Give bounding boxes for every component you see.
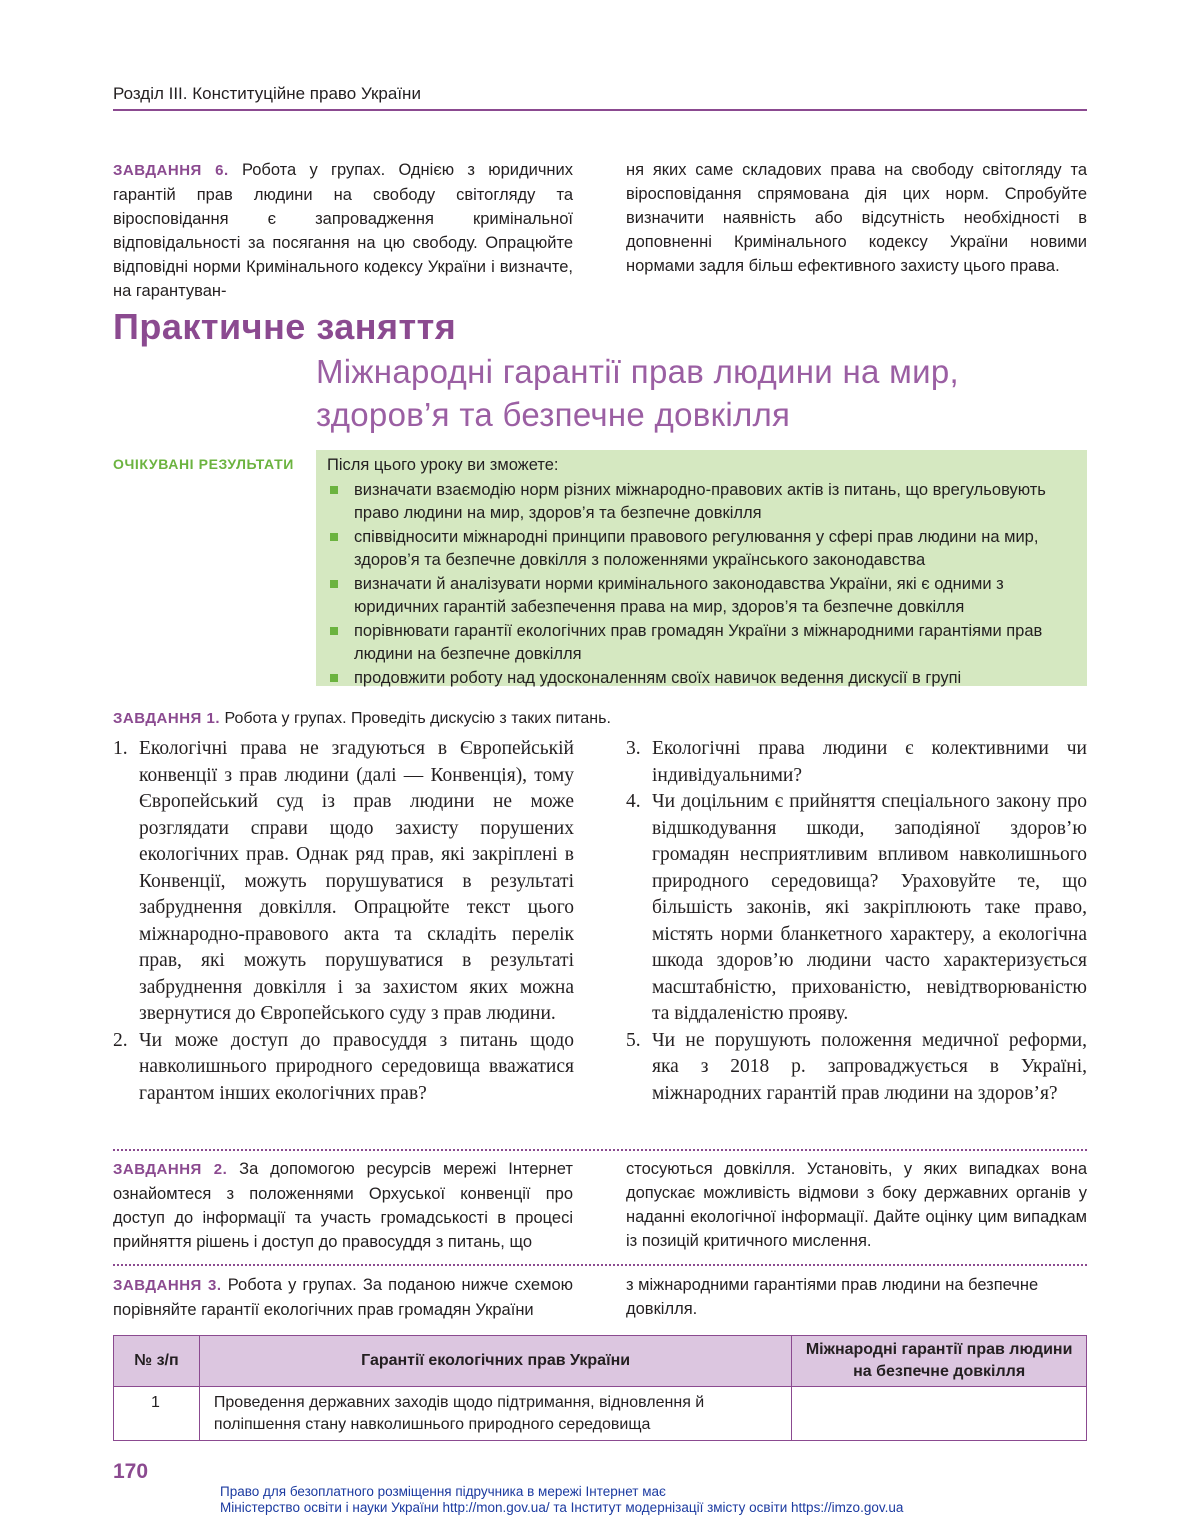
task2-label: ЗАВДАННЯ 2. — [113, 1161, 228, 1178]
question-item: 4. Чи доцільним є прийняття спеціального закону про відшкодування шкоди, заподіяної здоров’ю громадян несприятливим впливом навколишнього природного середовища? Ураховуйте те, що більшість законів, які закріплюють таке право, містять норми бланкетного характеру, а екологічна шкода здоров’ю людини часто характеризується масштабністю, прихованістю, невідтворюваністю та віддаленістю прояву. — [626, 791, 1087, 1024]
task6-left-text: Робота у групах. Однією з юридичних гарантій прав людини на свободу світогляду та віросповідання є запровадження кримінальної відповідальності за посягання на цю свободу. Опрацюйте відповідні норми Кримінального кодексу України і визначте, на гарантуван- — [113, 161, 573, 300]
practice-subtitle-line2: здоров’я та безпечне довкілля — [316, 396, 791, 433]
question-item: 5. Чи не порушують положення медичної реформи, яка з 2018 р. запроваджується в Україні, міжнародних гарантій прав людини на здоров’я? — [626, 1029, 1087, 1104]
column-header-number: № з/п — [114, 1336, 200, 1387]
footer-line1: Право для безоплатного розміщення підручника в мережі Інтернет має — [220, 1484, 666, 1499]
practice-subtitle-line1: Міжнародні гарантії прав людини на мир, — [316, 353, 959, 390]
table-row — [114, 1387, 1087, 1441]
task3-label: ЗАВДАННЯ 3. — [113, 1277, 222, 1294]
list-item: визначати й аналізувати норми кримінального законодавства України, які є одними з юридичних гарантій забезпечення права на мир, здоров’я та безпечне довкілля — [327, 573, 1077, 619]
list-item: співвідносити міжнародні принципи правового регулювання у сфері прав людини на мир, здоров’я та безпечне довкілля з положеннями українського законодавства — [327, 526, 1077, 572]
question-item: 1. Екологічні права не згадуються в Європейській конвенції з прав людини (далі — Конвенція), тому Європейський суд із прав людини не може розглядати справи щодо захисту порушених екологічних прав. Однак ряд прав, які закріплені в Конвенції, можуть порушуватися в результаті забруднення довкілля. Опрацюйте текст цього міжнародно-правового акта та складіть перелік прав, які можуть порушуватися в результаті забруднення довкілля і за захистом яких можна звернутися до Європейського суду з прав людини. — [113, 738, 574, 1024]
header-divider — [113, 109, 1087, 111]
question-item: 2. Чи може доступ до правосуддя з питань щодо навколишнього природного середовища вважатися гарантом інших екологічних прав? — [113, 1029, 574, 1104]
task3-right-text: з міжнародними гарантіями прав людини на безпечне довкілля. — [626, 1276, 1039, 1318]
table-cell: Проведення державних заходів щодо підтримання, відновлення й поліпшення стану навколишнього природного середовища — [199, 1387, 791, 1441]
dotted-divider — [113, 1264, 1087, 1266]
table-header-row — [114, 1336, 1087, 1387]
square-bullet-icon — [330, 533, 338, 541]
square-bullet-icon — [330, 580, 338, 588]
footer-notice — [220, 1484, 903, 1516]
column-header-ukraine: Гарантії екологічних прав України — [199, 1336, 791, 1387]
questions-right-column — [626, 736, 1087, 1107]
expected-results-label: ОЧІКУВАНІ РЕЗУЛЬТАТИ — [113, 456, 294, 472]
question-item: 3. Екологічні права людини є колективними чи індивідуальними? — [626, 738, 1087, 786]
comparison-table — [113, 1335, 1087, 1441]
table-cell: 1 — [114, 1387, 200, 1441]
expected-intro: Після цього уроку ви зможете: — [327, 456, 559, 474]
column-header-international: Міжнародні гарантії прав людини на безпечне довкілля — [792, 1336, 1087, 1387]
task3-left — [113, 1273, 573, 1322]
task2-left — [113, 1157, 573, 1254]
page-number: 170 — [113, 1460, 149, 1483]
square-bullet-icon — [330, 486, 338, 494]
practice-title: Практичне заняття — [113, 306, 457, 347]
section-title: Розділ ІІІ. Конституційне право України — [113, 84, 421, 103]
task6-label: ЗАВДАННЯ 6. — [113, 162, 229, 179]
list-item: порівнювати гарантії екологічних прав громадян України з міжнародними гарантіями прав людини на безпечне довкілля — [327, 620, 1077, 666]
square-bullet-icon — [330, 674, 338, 682]
table-cell — [792, 1387, 1087, 1441]
task1-label: ЗАВДАННЯ 1. — [113, 710, 221, 727]
task1-text: Робота у групах. Проведіть дискусію з таких питань. — [224, 710, 611, 727]
questions-left-column — [113, 736, 574, 1107]
practice-subtitle — [316, 350, 959, 436]
task2-left-text: За допомогою ресурсів мережі Інтернет ознайомтеся з положеннями Орхуської конвенції про доступ до інформації та участь громадськості в процесі прийняття рішень і доступ до правосуддя з питань, що — [113, 1160, 573, 1251]
list-item: продовжити роботу над удосконаленням своїх навичок ведення дискусії в групі — [327, 667, 1077, 690]
task1-heading — [113, 708, 611, 730]
list-item: визначати взаємодію норм різних міжнародно-правових актів із питань, що врегульовують право людини на мир, здоров’я та безпечне довкілля — [327, 479, 1077, 525]
task3-left-text: Робота у групах. За поданою нижче схемою порівняйте гарантії екологічних прав громадян України — [113, 1276, 574, 1319]
expected-list — [327, 479, 1077, 690]
task2-right-text: стосуються довкілля. Установіть, у яких випадках вона допускає можливість відмови з боку державних органів у наданні екологічної інформації. Дайте оцінку цим випадкам із позицій критичного мислення. — [626, 1160, 1087, 1250]
task6-right-text: ня яких саме складових права на свободу світогляду та віросповідання спрямована дія цих норм. Спробуйте визначити наявність або відсутність необхідності в доповненні Кримінального кодексу України новими нормами задля більш ефективного захисту цього права. — [626, 161, 1087, 275]
footer-line2: Міністерство освіти і науки України http://mon.gov.ua/ та Інститут модернізації змісту освіти https://imzo.gov.ua — [220, 1500, 904, 1515]
dotted-divider — [113, 1149, 1087, 1151]
expected-results-box — [316, 450, 1087, 686]
task6-left — [113, 158, 573, 303]
square-bullet-icon — [330, 627, 338, 635]
